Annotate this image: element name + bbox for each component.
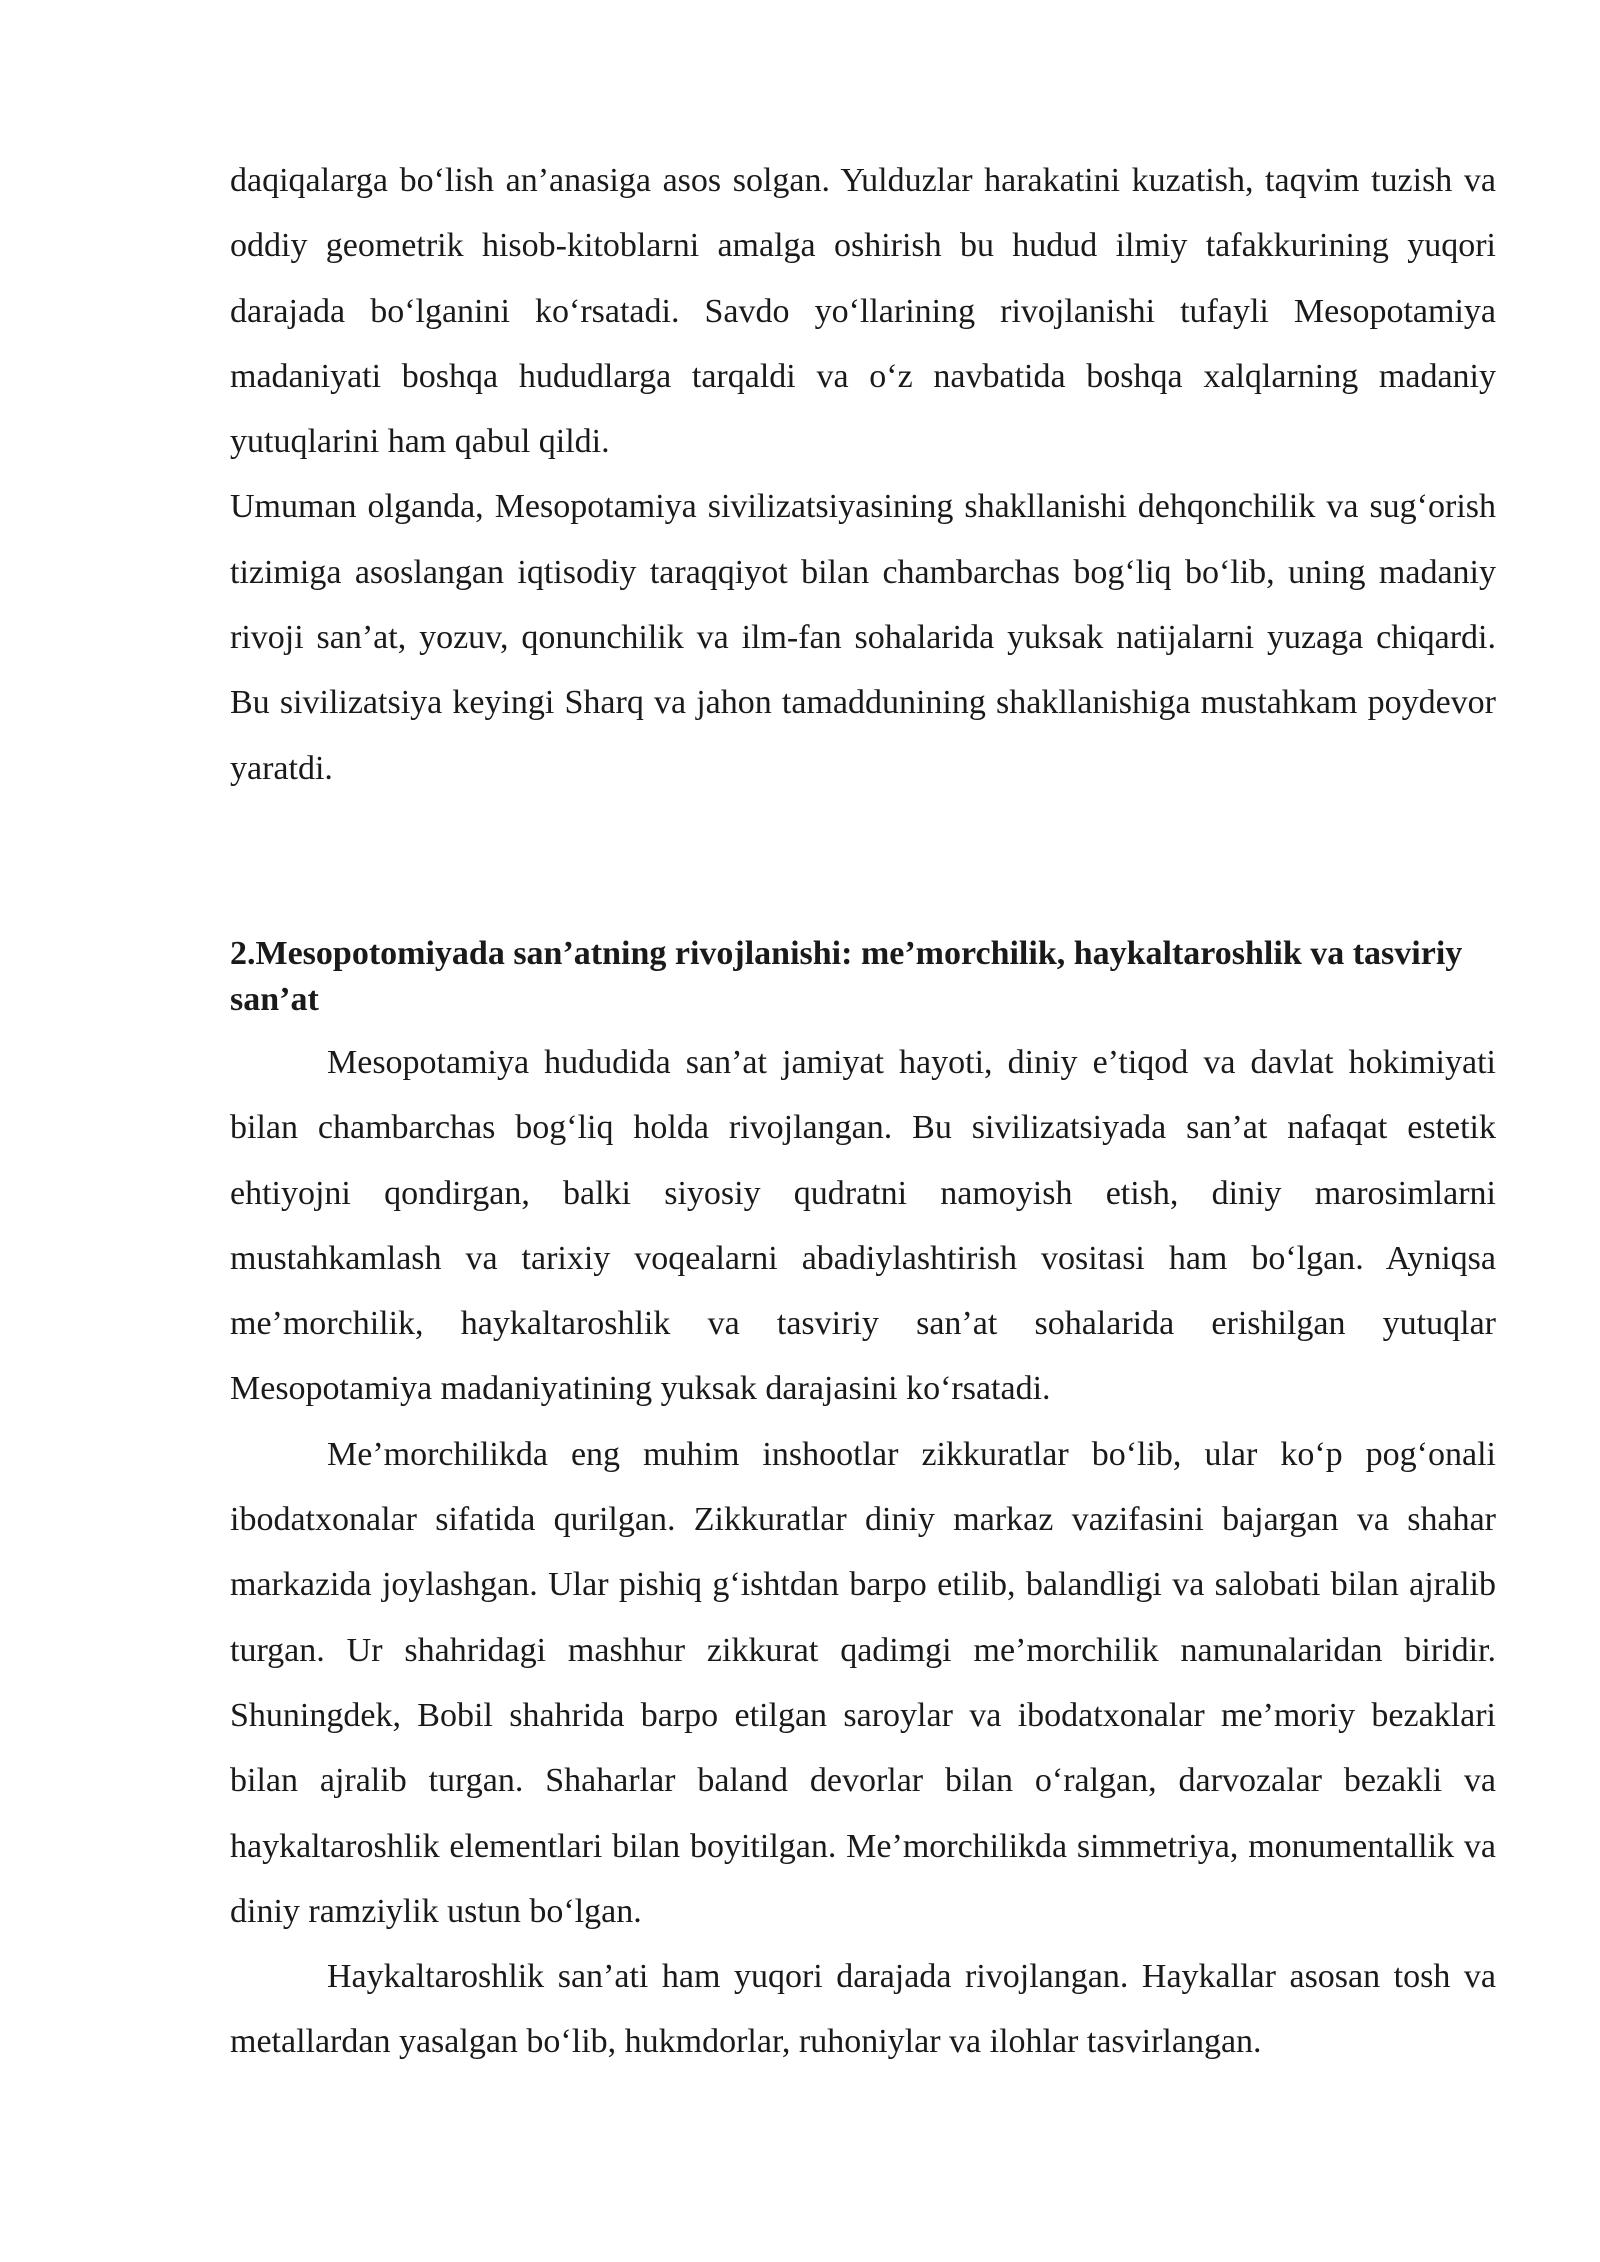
paragraph-conclusion: Umuman olganda, Mesopotamiya sivilizatsiyasining shakllanishi dehqonchilik va sug‘orish tizimiga asoslangan iqtisodiy taraqqiyot bilan chambarchas bog‘liq bo‘lib, uning madaniy rivoji san’at, yozuv, qonunchilik va ilm-fan sohalarida yuksak natijalarni yuzaga chiqardi. Bu sivilizatsiya keyingi Sharq va jahon tamaddunining shakllanishiga mustahkam poydevor yaratdi. <box>230 488 1496 787</box>
paragraph-sculpture: Haykaltaroshlik san’ati ham yuqori darajada rivojlangan. Haykallar asosan tosh va metallardan yasalgan bo‘lib, hukmdorlar, ruhoniylar va ilohlar tasvirlangan. <box>230 1958 1496 2061</box>
paragraph-architecture: Me’morchilikda eng muhim inshootlar zikkuratlar bo‘lib, ular ko‘p pog‘onali ibodatxonalar sifatida qurilgan. Zikkuratlar diniy markaz vazifasini bajargan va shahar markazida joylashgan. Ular pishiq g‘ishtdan barpo etilib, balandligi va salobati bilan ajralib turgan. Ur shahridagi mashhur zikkurat qadimgi me’morchilik namunalaridan biridir. Shuningdek, Bobil shahrida barpo etilgan saroylar va ibodatxonalar me’moriy bezaklari bilan ajralib turgan. Shaharlar baland devorlar bilan o‘ralgan, darvozalar bezakli va haykaltaroshlik elementlari bilan boyitilgan. Me’morchilikda simmetriya, monumentallik va diniy ramziylik ustun bo‘lgan. <box>230 1435 1496 1930</box>
section-heading: 2.Mesopotomiyada san’atning rivojlanishi: me’morchilik, haykaltaroshlik va tasviriy san’at <box>230 934 1463 1018</box>
document-page <box>230 148 1496 2075</box>
section-spacer <box>230 801 1496 931</box>
paragraph-astronomy-trade: daqiqalarga bo‘lish an’anasiga asos solgan. Yulduzlar harakatini kuzatish, taqvim tuzish va oddiy geometrik hisob-kitoblarni amalga oshirish bu hudud ilmiy tafakkurining yuqori darajada bo‘lganini ko‘rsatadi. Savdo yo‘llarining rivojlanishi tufayli Mesopotamiya madaniyati boshqa hududlarga tarqaldi va o‘z navbatida boshqa xalqlarning madaniy yutuqlarini ham qabul qildi. <box>230 162 1496 461</box>
paragraph-art-intro: Mesopotamiya hududida san’at jamiyat hayoti, diniy e’tiqod va davlat hokimiyati bilan chambarchas bog‘liq holda rivojlangan. Bu sivilizatsiyada san’at nafaqat estetik ehtiyojni qondirgan, balki siyosiy qudratni namoyish etish, diniy marosimlarni mustahkamlash va tarixiy voqealarni abadiylashtirish vositasi ham bo‘lgan. Ayniqsa me’morchilik, haykaltaroshlik va tasviriy san’at sohalarida erishilgan yutuqlar Mesopotamiya madaniyatining yuksak darajasini ko‘rsatadi. <box>230 1043 1496 1408</box>
